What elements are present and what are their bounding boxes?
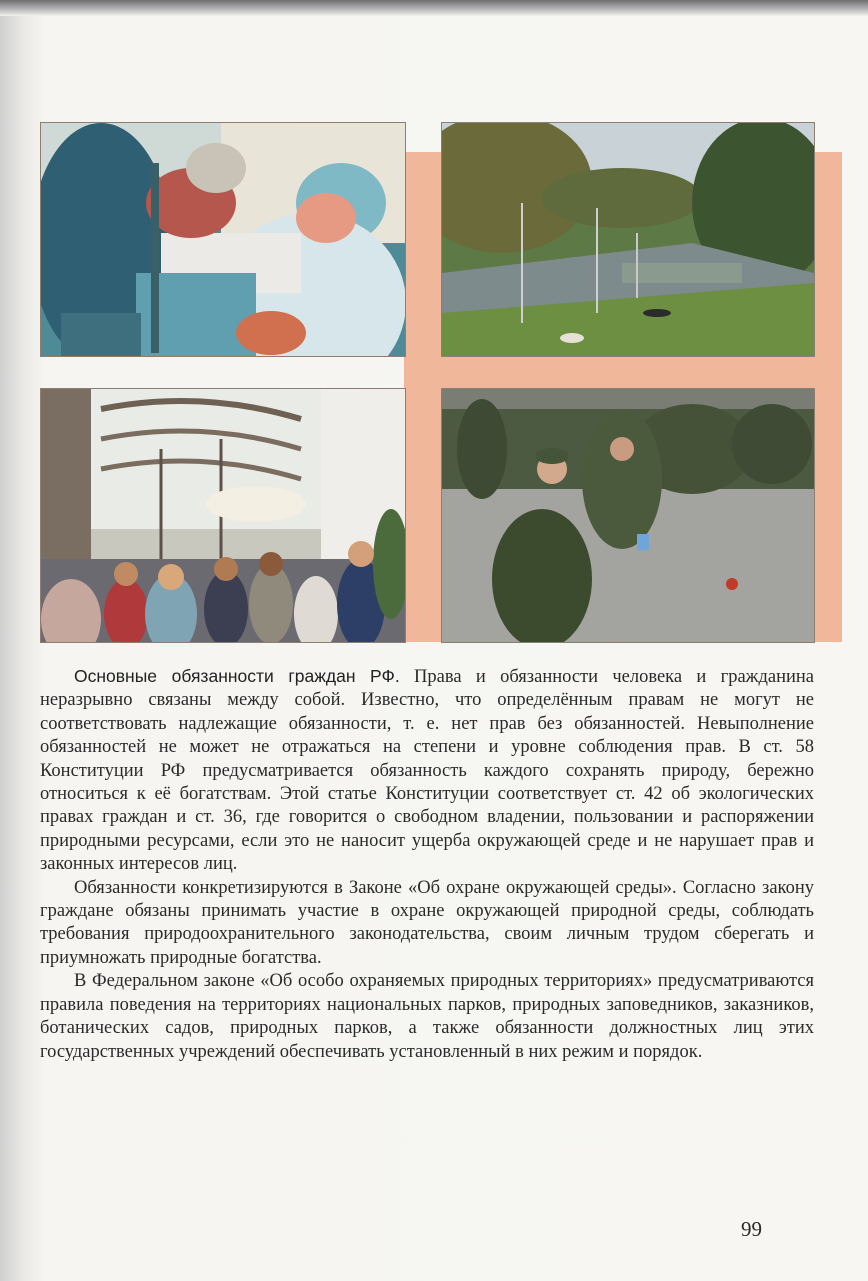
surgery-photo <box>40 122 406 357</box>
page-top-shadow <box>0 0 868 16</box>
museum-children-photo <box>40 388 406 643</box>
paragraph-2: Обязанности конкретизируются в Законе «Об охране окружающей среды». Согласно закону граждане обязаны принимать участие в охране окружающей природной среды, соблюдать требования природоохранительного законодательства, своим личным трудом сберегать и приумножать природные богатства. <box>40 877 814 968</box>
body-text <box>40 665 814 1064</box>
soldiers-photo <box>441 388 815 643</box>
page-number: 99 <box>741 1217 762 1241</box>
section-heading: Основные обязанности граждан РФ. <box>74 666 400 686</box>
paragraph-1 <box>40 665 814 877</box>
paragraph-3: В Федеральном законе «Об особо охраняемых природных территориях» предусматриваются правила поведения на территориях национальных парков, природных заповедников, заказников, ботанических садов, природных парков, а также обязанности должностных лиц этих государственных учреждений обеспечивать установленный в них режим и порядок. <box>40 971 814 1062</box>
river-park-photo <box>441 122 815 357</box>
paragraph-1-text: Права и обязанности человека и гражданина неразрывно связаны между собой. Известно, что определённым правам не могут не соответствовать надлежащие обязанности, т. е. нет прав без обязанностей. Невыполнение обязанностей не может не отражаться на степени и уровне соблюдения прав. В ст. 58 Конституции РФ предусматривается обязанность каждого сохранять природу, бережно относиться к её богатствам. Этой статье Конституции соответствует ст. 42 об экологических правах граждан и ст. 36, где говорится о свободном владении, пользовании и распоряжении природными ресурсами, если это не наносит ущерба окружающей среде и не нарушает прав и законных интересов лиц. <box>40 667 814 875</box>
